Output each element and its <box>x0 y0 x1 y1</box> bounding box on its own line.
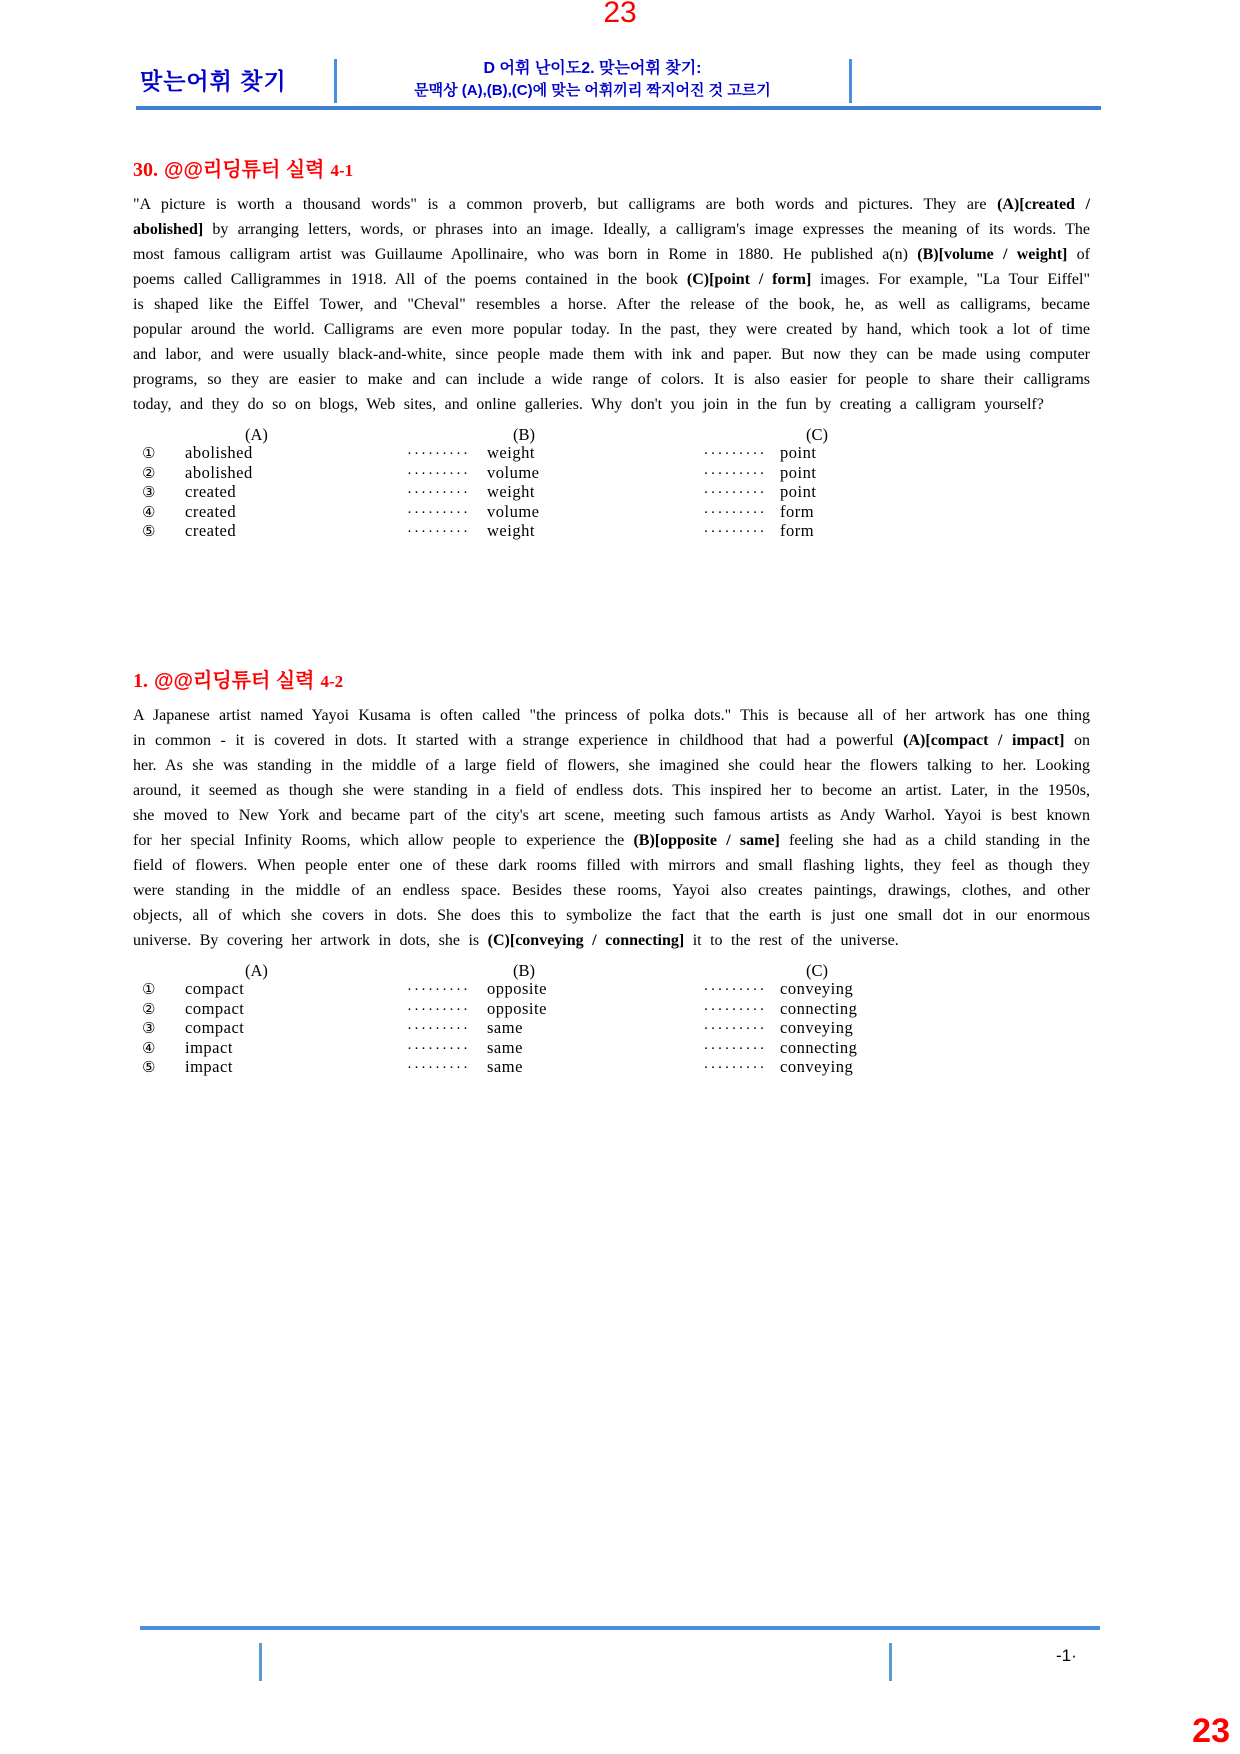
choice-word-b: volume <box>487 501 540 521</box>
choice-row <box>133 522 1090 542</box>
question-section-30 <box>133 153 1090 542</box>
leader-dots: ········· <box>703 1060 767 1076</box>
footer-divider-bar-right <box>889 1643 892 1681</box>
header-divider-bar-left <box>334 59 337 103</box>
choice-word-a: created <box>185 521 237 540</box>
choice-word-b: same <box>487 1037 523 1057</box>
choice-row <box>133 980 1090 1000</box>
leader-dots: ········· <box>407 1001 470 1018</box>
choice-word-c: form <box>780 501 815 521</box>
col-header-c: (C) <box>806 425 828 444</box>
leader-dots: ········· <box>703 524 767 540</box>
choice-word-b: weight <box>487 521 535 540</box>
choice-word-a: abolished <box>185 443 253 462</box>
col-header-a: (A) <box>245 961 268 980</box>
passage-text <box>133 192 1090 417</box>
passage-segment: feeling she had as a child standing in the field of flowers. When people enter one of these dark rooms filled with mirrors and small flashing lights, they feel as though they were standing in the middle of an endless space. Besides these rooms, Yayoi also creates paintings, drawings, clothes, and other objects, all of which she covers in dots. She does this to symbolize the fact that the earth is just one small dot in our enormous universe. By covering her artwork in dots, she is <box>133 832 1090 949</box>
choice-word-c: conveying <box>780 1057 854 1076</box>
passage-segment: by arranging letters, words, or phrases into an image. Ideally, a calligram's image expresses the meaning of its words. The most famous calligram artist was Guillaume Apollinaire, who was born in Rome in 1880. He published a(n) <box>133 221 1090 263</box>
leader-dots: ········· <box>407 504 470 521</box>
leader-dots: ········· <box>407 1040 470 1057</box>
answer-choices <box>133 425 1090 542</box>
leader-dots: ········· <box>407 465 470 482</box>
passage-segment: "A picture is worth a thousand words" is a common proverb, but calligrams are both words and pictures. They are <box>133 196 998 213</box>
answer-choices <box>133 961 1090 1078</box>
leader-dots: ········· <box>703 1040 767 1057</box>
choice-word-b: weight <box>487 482 535 501</box>
choice-row <box>133 444 1090 464</box>
word-choice-bracket: (B)[volume / weight] <box>917 246 1068 263</box>
header-divider-bar-right <box>849 59 852 103</box>
choice-word-c: connecting <box>780 998 858 1018</box>
passage-segment: of poems called Calligrammes in 1918. All of the poems contained in the book <box>133 246 1090 288</box>
question-source-label: @@리딩튜터 실력 <box>154 670 315 692</box>
choice-word-a: created <box>185 501 237 521</box>
question-title <box>133 664 1090 694</box>
leader-dots: ········· <box>703 1001 767 1018</box>
leader-dots: ········· <box>407 524 470 540</box>
question-number: 1. <box>133 670 148 692</box>
col-header-b: (B) <box>513 961 535 980</box>
choice-word-a: impact <box>185 1037 233 1057</box>
passage-segment: it to the rest of the universe. <box>684 932 899 949</box>
choice-row <box>133 1000 1090 1020</box>
choice-word-c: point <box>780 443 817 462</box>
choice-word-c: connecting <box>780 1037 858 1057</box>
question-source-label: @@리딩튜터 실력 <box>164 159 325 181</box>
choice-number: ⑤ <box>142 524 156 540</box>
passage-segment: A Japanese artist named Yayoi Kusama is often called "the princess of polka dots." This is because all of her artwork has one thing in common - it is covered in dots. It started with a strange experience in childhood that had a powerful <box>133 707 1090 749</box>
leader-dots: ········· <box>407 446 470 462</box>
question-title <box>133 153 1090 183</box>
choice-word-a: compact <box>185 998 245 1018</box>
choice-row <box>133 1058 1090 1078</box>
leader-dots: ········· <box>407 1060 470 1076</box>
header-description-line2: 문맥상 (A),(B),(C)에 맞는 어휘끼리 짝지어진 것 고르기 <box>414 82 771 99</box>
choice-word-c: point <box>780 462 817 482</box>
col-header-a: (A) <box>245 425 268 444</box>
header-description <box>345 58 840 102</box>
choice-word-a: abolished <box>185 462 253 482</box>
choice-word-c: conveying <box>780 979 854 998</box>
choice-word-b: weight <box>487 443 535 462</box>
choice-word-b: opposite <box>487 998 547 1018</box>
leader-dots: ········· <box>703 1021 767 1037</box>
leader-dots: ········· <box>703 446 767 462</box>
choice-row <box>133 1039 1090 1059</box>
leader-dots: ········· <box>703 465 767 482</box>
choice-word-b: volume <box>487 462 540 482</box>
passage-segment: on her. As she was standing in the middle of a large field of flowers, she imagined she could hear the flowers talking to her. Looking around, it seemed as though she were standing in a field of endless dots. This inspired her to become an artist. Later, in the 1950s, she moved to New York and became part of the city's art scene, meeting such famous artists as Andy Warhol. Yayoi is best known for her special Infinity Rooms, which allow people to experience the <box>133 732 1091 849</box>
choice-word-a: created <box>185 482 237 501</box>
question-suffix: 4-2 <box>320 672 344 691</box>
word-choice-bracket: (C)[conveying / connecting] <box>487 932 685 949</box>
question-section-1 <box>133 664 1090 1078</box>
passage-segment: images. For example, "La Tour Eiffel" is shaped like the Eiffel Tower, and "Cheval" resembles a horse. After the release of the book, he, as well as calligrams, became popular around the world. Calligrams are even more popular today. In the past, they were created by hand, which took a lot of time and labor, and were usually black-and-white, since people made them with ink and paper. But now they can be made using computer programs, so they are easier to make and can include a wide range of colors. It is also easier for people to share their calligrams today, and they do so on blogs, Web sites, and online galleries. Why don't you join in the fun by creating a calligram yourself? <box>133 271 1091 413</box>
choice-number: ④ <box>142 1040 156 1057</box>
word-choice-bracket: (A)[compact / impact] <box>903 732 1065 749</box>
choice-number: ② <box>142 1001 156 1018</box>
choice-row <box>133 1019 1090 1039</box>
choice-word-c: form <box>780 521 815 540</box>
choice-number: ④ <box>142 504 156 521</box>
choice-number: ⑤ <box>142 1060 156 1076</box>
question-number: 30. <box>133 159 158 181</box>
footer-divider-bar-left <box>259 1643 262 1681</box>
leader-dots: ········· <box>703 982 767 998</box>
choice-row <box>133 483 1090 503</box>
choice-number: ① <box>142 982 156 998</box>
leader-dots: ········· <box>703 485 767 501</box>
choices-header-row <box>133 961 1090 980</box>
bottom-page-number: 23 <box>1192 1712 1230 1750</box>
choice-row <box>133 464 1090 484</box>
leader-dots: ········· <box>703 504 767 521</box>
choice-word-b: same <box>487 1018 523 1037</box>
choice-number: ① <box>142 446 156 462</box>
header-horizontal-rule <box>136 106 1101 110</box>
col-header-c: (C) <box>806 961 828 980</box>
header-description-line1: D 어휘 난이도2. 맞는어휘 찾기: <box>483 60 702 77</box>
choice-number: ② <box>142 465 156 482</box>
top-page-number: 23 <box>603 0 637 29</box>
choice-row <box>133 503 1090 523</box>
header-section-title: 맞는어휘 찾기 <box>140 68 287 94</box>
choices-header-row <box>133 425 1090 444</box>
footer-horizontal-rule <box>140 1626 1100 1630</box>
choice-word-a: compact <box>185 979 245 998</box>
passage-text <box>133 703 1090 953</box>
choice-word-b: same <box>487 1057 523 1076</box>
choice-word-c: point <box>780 482 817 501</box>
choice-number: ③ <box>142 1021 156 1037</box>
choice-word-a: impact <box>185 1057 233 1076</box>
choice-number: ③ <box>142 485 156 501</box>
leader-dots: ········· <box>407 982 470 998</box>
leader-dots: ········· <box>407 1021 470 1037</box>
question-suffix: 4-1 <box>330 161 354 180</box>
word-choice-bracket: (A)[created / abolished] <box>133 196 1091 238</box>
leader-dots: ········· <box>407 485 470 501</box>
choice-word-c: conveying <box>780 1018 854 1037</box>
col-header-b: (B) <box>513 425 535 444</box>
word-choice-bracket: (B)[opposite / same] <box>633 832 780 849</box>
choice-word-b: opposite <box>487 979 547 998</box>
word-choice-bracket: (C)[point / form] <box>686 271 812 288</box>
choice-word-a: compact <box>185 1018 245 1037</box>
footer-page-number: -1· <box>1056 1646 1077 1665</box>
